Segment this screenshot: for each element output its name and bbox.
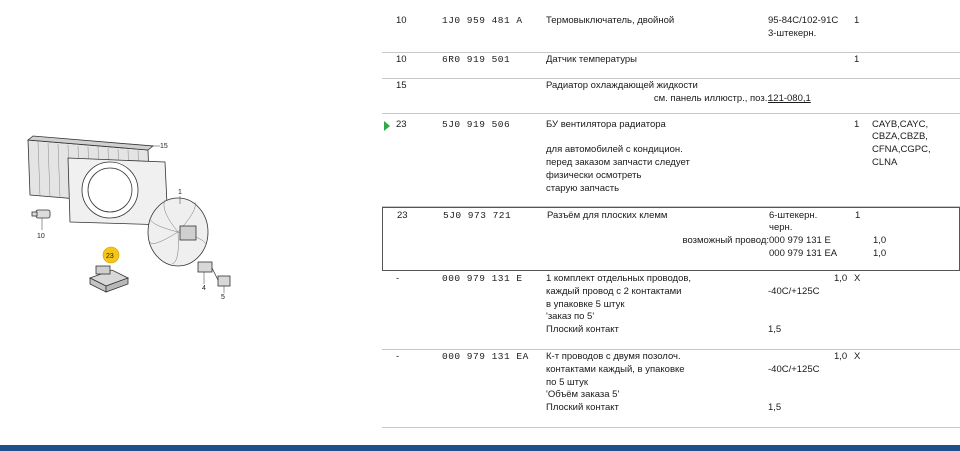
part-description: Радиатор охлаждающей жидкости	[546, 80, 698, 91]
part-qty: 1	[854, 54, 860, 65]
vehicle-codes: CAYB,CAYC,	[872, 119, 929, 130]
part-description: 'Объём заказа 5'	[546, 389, 620, 400]
part-description: Разъём для плоских клемм	[547, 210, 668, 221]
part-description: в упаковке 5 штук	[546, 299, 625, 310]
part-unit: X	[854, 351, 861, 362]
callout-15: 15	[160, 143, 168, 150]
part-description: Термовыключатель, двойной	[546, 15, 675, 26]
parts-diagram	[0, 0, 380, 451]
part-description: 'заказ по 5'	[546, 311, 595, 322]
thermo-switch-illustration	[32, 210, 50, 218]
fan-illustration	[148, 198, 208, 266]
part-description: старую запчасть	[546, 183, 620, 194]
part-number: 6R0 919 501	[442, 54, 511, 65]
part-description: перед заказом запчасти следует	[546, 157, 690, 168]
part-description: контактами каждый, в упаковке	[546, 364, 685, 375]
part-number: 5J0 973 721	[443, 210, 512, 221]
part-qty: 1,0	[834, 351, 848, 362]
part-spec: -40C/+125C	[768, 364, 820, 375]
alt-wire-label: возможный провод:	[682, 235, 769, 246]
connector-illustration	[198, 262, 230, 286]
parts-row[interactable]	[382, 349, 960, 428]
part-description: для автомобилей с кондицион.	[546, 144, 683, 155]
part-spec: 1,5	[768, 324, 782, 335]
alt-wire-qty: 1,0	[873, 248, 887, 259]
parts-row-selected[interactable]	[382, 207, 960, 271]
part-number: 1J0 959 481 A	[442, 15, 523, 26]
row-position: -	[396, 273, 400, 284]
part-description: Плоский контакт	[546, 402, 619, 413]
parts-list	[382, 0, 960, 445]
part-description: каждый провод с 2 контактами	[546, 286, 682, 297]
row-position: 23	[396, 119, 407, 130]
parts-row[interactable]	[382, 113, 960, 207]
callout-23[interactable]: 23	[106, 253, 114, 260]
part-number: 000 979 131 EA	[442, 351, 529, 362]
part-description: по 5 штук	[546, 377, 588, 388]
part-qty: 1	[854, 15, 860, 26]
part-description: К-т проводов с двумя позолоч.	[546, 351, 681, 362]
row-position: 10	[396, 15, 407, 26]
part-spec: 1,5	[768, 402, 782, 413]
part-spec: 95-84C/102-91C	[768, 15, 839, 26]
part-spec: 3-штекерн.	[768, 28, 817, 39]
parts-row[interactable]	[382, 10, 960, 53]
parts-row[interactable]	[382, 52, 960, 79]
alt-wire-qty: 1,0	[873, 235, 887, 246]
row-position: 23	[397, 210, 408, 221]
parts-row[interactable]	[382, 271, 960, 350]
reference-link[interactable]: 121-080,1	[768, 93, 811, 104]
part-number: 5J0 919 506	[442, 119, 511, 130]
callout-5: 5	[221, 294, 225, 301]
part-qty: 1	[854, 119, 860, 130]
current-row-marker-icon	[384, 121, 390, 131]
reference-label: см. панель иллюстр., поз.:	[653, 93, 770, 104]
part-description: Плоский контакт	[546, 324, 619, 335]
part-qty: 1	[855, 210, 861, 221]
alt-wire-part[interactable]: 000 979 131 E	[769, 235, 831, 246]
part-unit: X	[854, 273, 861, 284]
part-description: 1 комплект отдельных проводов,	[546, 273, 692, 284]
vehicle-codes: CFNA,CGPC,	[872, 144, 931, 155]
part-spec: -40C/+125C	[768, 286, 820, 297]
footer-bar	[0, 445, 960, 451]
part-spec: 6-штекерн.	[769, 210, 818, 221]
callout-10: 10	[37, 233, 45, 240]
part-number: 000 979 131 E	[442, 273, 523, 284]
part-description: БУ вентилятора радиатора	[546, 119, 666, 130]
row-position: 15	[396, 80, 407, 91]
callout-1: 1	[178, 189, 182, 196]
part-spec: черн.	[769, 222, 793, 233]
vehicle-codes: CLNA	[872, 157, 898, 168]
vehicle-codes: CBZA,CBZB,	[872, 131, 928, 142]
part-description: Датчик температуры	[546, 54, 637, 65]
parts-row[interactable]	[382, 78, 960, 114]
callout-4: 4	[202, 285, 206, 292]
row-position: 10	[396, 54, 407, 65]
control-unit-illustration	[90, 266, 128, 292]
alt-wire-part[interactable]: 000 979 131 EA	[769, 248, 838, 259]
part-qty: 1,0	[834, 273, 848, 284]
row-position: -	[396, 351, 400, 362]
part-description: физически осмотреть	[546, 170, 642, 181]
